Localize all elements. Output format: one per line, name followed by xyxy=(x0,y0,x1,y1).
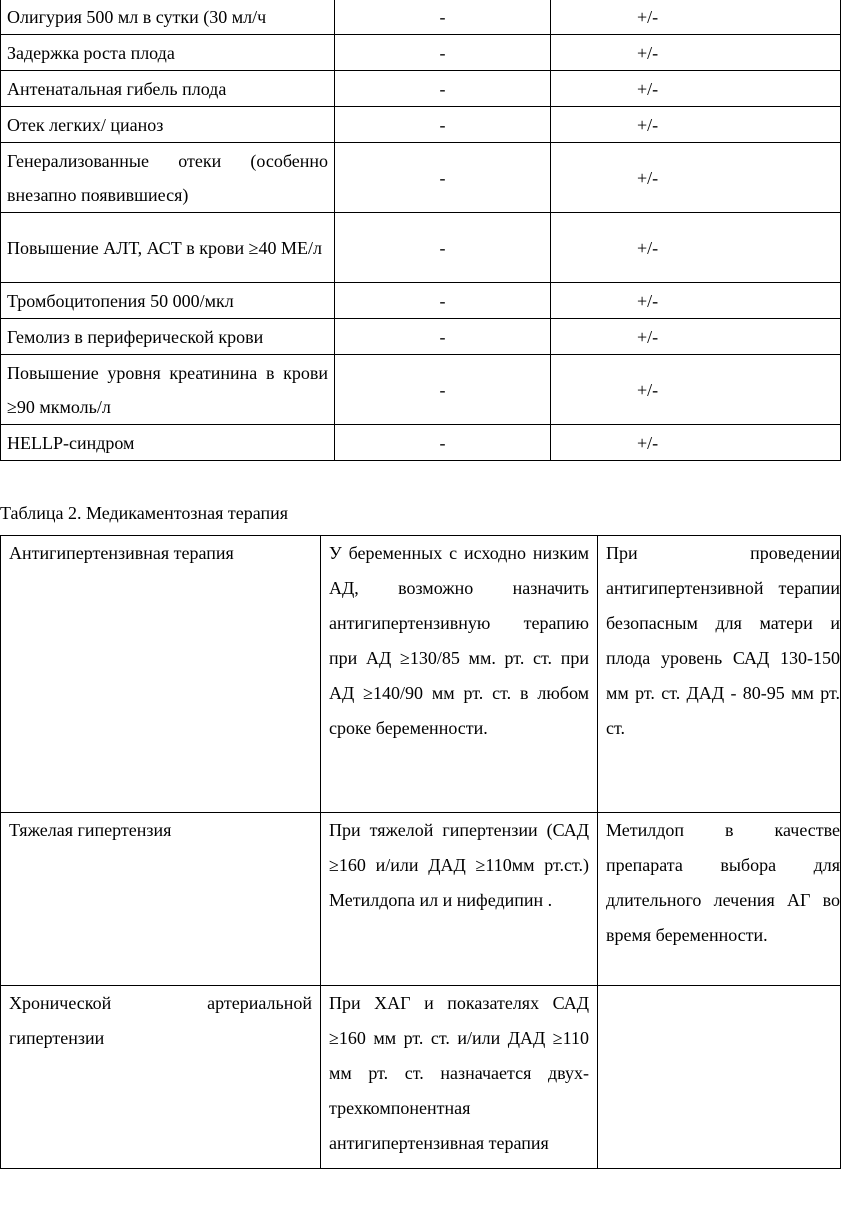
therapy-type-cell xyxy=(1,813,321,986)
table-row xyxy=(1,283,841,319)
table-row xyxy=(1,986,841,1169)
value-cell: - xyxy=(335,283,551,319)
value-cell: - xyxy=(335,35,551,71)
criterion-cell: Отек легких/ цианоз xyxy=(1,107,335,143)
value-cell: +/- xyxy=(551,213,841,283)
value-cell: - xyxy=(335,425,551,461)
therapy-type-text: Антигипертензивная терапия xyxy=(9,543,234,563)
table-row xyxy=(1,213,841,283)
criterion-cell: Повышение уровня креатинина в крови ≥90 мкмоль/л xyxy=(1,355,335,425)
value-cell: +/- xyxy=(551,71,841,107)
value-cell: - xyxy=(335,0,551,35)
therapy-indication-text: У беременных с исходно низким АД, возможно назначить антигипертензивную терапию при АД ≥130/85 мм. рт. ст. при АД ≥140/90 мм рт. ст. в любом сроке беременности. xyxy=(329,543,589,738)
criterion-cell: Задержка роста плода xyxy=(1,35,335,71)
therapy-note-text: При проведении антигипертензивной терапии безопасным для матери и плода уровень САД 130-150 мм рт. ст. ДАД - 80-95 мм рт. ст. xyxy=(606,543,840,738)
value-cell: +/- xyxy=(551,0,841,35)
value-cell: +/- xyxy=(551,355,841,425)
table-row xyxy=(1,0,841,35)
value-cell: - xyxy=(335,355,551,425)
therapy-type-text: Хронической артериальной гипертензии xyxy=(9,993,312,1048)
therapy-indication-cell xyxy=(321,813,598,986)
criterion-cell: HELLP-синдром xyxy=(1,425,335,461)
criterion-cell: Антенатальная гибель плода xyxy=(1,71,335,107)
therapy-indication-cell xyxy=(321,986,598,1169)
value-cell: +/- xyxy=(551,143,841,213)
therapy-indication-text: При ХАГ и показателях САД ≥160 мм рт. ст. и/или ДАД ≥110 мм рт. ст. назначается двух-трехкомпонентная антигипертензивная терапия xyxy=(329,993,589,1153)
therapy-note-cell xyxy=(598,536,841,813)
therapy-type-cell xyxy=(1,536,321,813)
value-cell: +/- xyxy=(551,319,841,355)
value-cell: +/- xyxy=(551,35,841,71)
therapy-type-cell xyxy=(1,986,321,1169)
therapy-note-cell xyxy=(598,986,841,1169)
criteria-table xyxy=(0,0,841,461)
criterion-cell: Олигурия 500 мл в сутки (30 мл/ч xyxy=(1,0,335,35)
value-cell: +/- xyxy=(551,283,841,319)
criterion-cell: Гемолиз в периферической крови xyxy=(1,319,335,355)
therapy-indication-text: При тяжелой гипертензии (САД ≥160 и/или ДАД ≥110мм рт.ст.) Метилдопа ил и нифедипин . xyxy=(329,820,589,910)
table-row xyxy=(1,143,841,213)
table-row xyxy=(1,425,841,461)
therapy-note-cell xyxy=(598,813,841,986)
table-row xyxy=(1,107,841,143)
value-cell: - xyxy=(335,319,551,355)
table-row xyxy=(1,813,841,986)
table-row xyxy=(1,536,841,813)
table-caption: Таблица 2. Медикаментозная терапия xyxy=(0,503,289,523)
criterion-cell: Повышение АЛТ, АСТ в крови ≥40 МЕ/л xyxy=(1,213,335,283)
therapy-table xyxy=(0,535,841,1169)
therapy-type-text: Тяжелая гипертензия xyxy=(9,820,172,840)
value-cell: - xyxy=(335,143,551,213)
therapy-indication-cell xyxy=(321,536,598,813)
value-cell: +/- xyxy=(551,107,841,143)
value-cell: - xyxy=(335,213,551,283)
therapy-note-text: Метилдоп в качестве препарата выбора для длительного лечения АГ во время беременности. xyxy=(606,820,840,945)
table-row xyxy=(1,355,841,425)
criterion-cell: Тромбоцитопения 50 000/мкл xyxy=(1,283,335,319)
table-row xyxy=(1,319,841,355)
table-row xyxy=(1,35,841,71)
value-cell: - xyxy=(335,107,551,143)
table-row xyxy=(1,71,841,107)
value-cell: - xyxy=(335,71,551,107)
criterion-cell: Генерализованные отеки (особенно внезапно появившиеся) xyxy=(1,143,335,213)
value-cell: +/- xyxy=(551,425,841,461)
